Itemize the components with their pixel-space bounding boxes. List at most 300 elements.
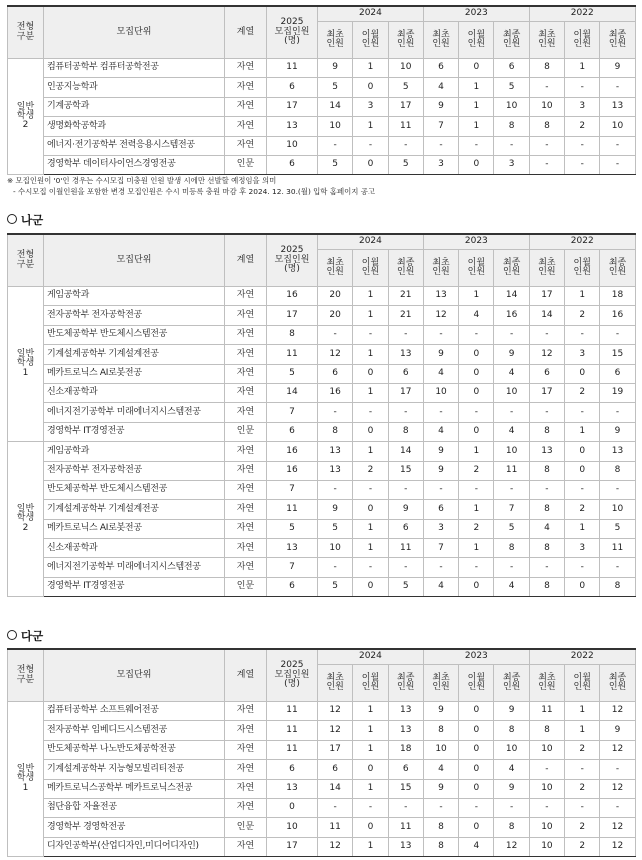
header-sub: 이월 인원	[565, 665, 600, 702]
value-cell: -	[494, 480, 529, 499]
value-cell: -	[529, 558, 564, 577]
value-cell: 13	[388, 837, 423, 856]
value-cell: 0	[459, 721, 494, 740]
value-cell: 12	[600, 837, 635, 856]
value-cell: 9	[423, 461, 458, 480]
value-cell: 0	[353, 78, 388, 97]
header-sub: 최종 인원	[388, 250, 423, 287]
value-cell: -	[423, 325, 458, 344]
value-cell: 10	[600, 117, 635, 136]
value-cell: 10	[529, 837, 564, 856]
value-cell: 0	[353, 364, 388, 383]
value-cell: 4	[529, 519, 564, 538]
value-cell: 10	[318, 117, 353, 136]
value-cell: 12	[318, 345, 353, 364]
value-cell: 18	[388, 740, 423, 759]
value-cell: 5	[388, 577, 423, 596]
value-cell: 11	[600, 539, 635, 558]
value-cell: 8	[529, 461, 564, 480]
header-sub: 최초 인원	[318, 665, 353, 702]
value-cell: 0	[353, 818, 388, 837]
header-sub: 이월 인원	[459, 250, 494, 287]
field-cell: 자연	[225, 702, 267, 721]
header-type: 전형 구분	[8, 234, 44, 287]
value-cell: 8	[423, 721, 458, 740]
value-cell: -	[388, 136, 423, 155]
value-cell: 20	[318, 287, 353, 306]
field-cell: 인문	[225, 155, 267, 174]
field-cell: 자연	[225, 403, 267, 422]
value-cell: 7	[267, 558, 318, 577]
unit-name-cell: 전자공학부 전자공학전공	[44, 306, 225, 325]
header-sub: 이월 인원	[353, 22, 388, 59]
value-cell: 17	[267, 306, 318, 325]
value-cell: 0	[353, 155, 388, 174]
unit-name-cell: 경영학부 IT경영전공	[44, 422, 225, 441]
value-cell: 1	[459, 539, 494, 558]
table-row	[8, 577, 636, 596]
header-sub: 최초 인원	[529, 250, 564, 287]
value-cell: -	[565, 558, 600, 577]
value-cell: 12	[600, 740, 635, 759]
value-cell: 1	[353, 117, 388, 136]
value-cell: 8	[529, 117, 564, 136]
value-cell: 13	[600, 442, 635, 461]
unit-name-cell: 에너지·전기공학부 전력응용시스템전공	[44, 136, 225, 155]
value-cell: 0	[353, 577, 388, 596]
value-cell: 9	[600, 59, 635, 78]
table-row	[8, 117, 636, 136]
field-cell: 자연	[225, 740, 267, 759]
value-cell: -	[600, 480, 635, 499]
value-cell: 0	[459, 577, 494, 596]
value-cell: -	[565, 403, 600, 422]
value-cell: -	[423, 798, 458, 817]
section-title-da: 다군	[7, 628, 43, 644]
value-cell: 17	[529, 287, 564, 306]
value-cell: 6	[494, 59, 529, 78]
value-cell: -	[459, 325, 494, 344]
value-cell: -	[529, 325, 564, 344]
value-cell: 7	[267, 480, 318, 499]
value-cell: 0	[459, 818, 494, 837]
value-cell: 0	[459, 345, 494, 364]
value-cell: 2	[565, 779, 600, 798]
value-cell: 7	[423, 117, 458, 136]
value-cell: 11	[529, 702, 564, 721]
value-cell: -	[318, 325, 353, 344]
header-sub: 최종 인원	[600, 665, 635, 702]
admission-type-cell: 일반 학생 2	[8, 442, 44, 597]
value-cell: 0	[565, 577, 600, 596]
value-cell: 8	[494, 721, 529, 740]
unit-name-cell: 컴퓨터공학부 소프트웨어전공	[44, 702, 225, 721]
value-cell: 4	[459, 306, 494, 325]
value-cell: -	[565, 480, 600, 499]
header-year: 2023	[423, 649, 529, 665]
value-cell: 11	[388, 117, 423, 136]
value-cell: -	[459, 136, 494, 155]
value-cell: 8	[388, 422, 423, 441]
value-cell: 5	[388, 78, 423, 97]
value-cell: 11	[267, 702, 318, 721]
value-cell: 8	[494, 818, 529, 837]
value-cell: 16	[267, 442, 318, 461]
value-cell: 10	[388, 59, 423, 78]
value-cell: 2	[565, 500, 600, 519]
value-cell: 14	[267, 383, 318, 402]
value-cell: 5	[318, 577, 353, 596]
value-cell: 12	[318, 702, 353, 721]
unit-name-cell: 메카트로닉스공학부 메카트로닉스전공	[44, 779, 225, 798]
field-cell: 자연	[225, 117, 267, 136]
value-cell: 12	[318, 721, 353, 740]
table-row	[8, 837, 636, 856]
value-cell: 1	[353, 59, 388, 78]
admission-table-na	[7, 233, 636, 597]
value-cell: 2	[565, 740, 600, 759]
unit-name-cell: 기계설계공학부 기계설계전공	[44, 345, 225, 364]
value-cell: -	[529, 136, 564, 155]
value-cell: -	[423, 480, 458, 499]
header-sub: 최종 인원	[388, 22, 423, 59]
header-sub: 최초 인원	[423, 250, 458, 287]
value-cell: 4	[423, 78, 458, 97]
header-type: 전형 구분	[8, 649, 44, 702]
value-cell: 17	[388, 383, 423, 402]
value-cell: 17	[318, 740, 353, 759]
value-cell: -	[494, 136, 529, 155]
value-cell: 6	[267, 422, 318, 441]
value-cell: 5	[318, 78, 353, 97]
value-cell: -	[494, 798, 529, 817]
value-cell: 21	[388, 287, 423, 306]
field-cell: 인문	[225, 422, 267, 441]
table-row	[8, 798, 636, 817]
table-row	[8, 500, 636, 519]
header-quota-2025: 2025 모집인원 (명)	[267, 649, 318, 702]
value-cell: -	[565, 325, 600, 344]
field-cell: 자연	[225, 345, 267, 364]
value-cell: 0	[459, 383, 494, 402]
value-cell: 4	[423, 364, 458, 383]
value-cell: 1	[459, 78, 494, 97]
header-sub: 이월 인원	[353, 665, 388, 702]
value-cell: 1	[353, 837, 388, 856]
value-cell: 6	[600, 364, 635, 383]
value-cell: 10	[494, 383, 529, 402]
value-cell: 1	[353, 740, 388, 759]
value-cell: 10	[529, 740, 564, 759]
circle-icon	[7, 630, 17, 640]
value-cell: 1	[565, 59, 600, 78]
value-cell: 1	[353, 519, 388, 538]
value-cell: -	[459, 558, 494, 577]
value-cell: -	[423, 403, 458, 422]
value-cell: -	[529, 480, 564, 499]
value-cell: -	[388, 403, 423, 422]
value-cell: -	[423, 558, 458, 577]
table-row	[8, 345, 636, 364]
value-cell: -	[565, 760, 600, 779]
value-cell: 4	[494, 364, 529, 383]
value-cell: -	[388, 558, 423, 577]
admission-table-ga	[7, 5, 636, 175]
value-cell: 9	[423, 442, 458, 461]
value-cell: 1	[353, 287, 388, 306]
field-cell: 자연	[225, 760, 267, 779]
value-cell: 6	[529, 364, 564, 383]
value-cell: 12	[600, 702, 635, 721]
header-sub: 이월 인원	[459, 22, 494, 59]
unit-name-cell: 반도체공학부 반도체시스템전공	[44, 480, 225, 499]
value-cell: 1	[353, 539, 388, 558]
field-cell: 자연	[225, 500, 267, 519]
value-cell: -	[459, 480, 494, 499]
value-cell: 3	[565, 539, 600, 558]
field-cell: 자연	[225, 798, 267, 817]
value-cell: 0	[459, 422, 494, 441]
value-cell: 4	[459, 837, 494, 856]
value-cell: -	[600, 798, 635, 817]
field-cell: 자연	[225, 59, 267, 78]
value-cell: 1	[353, 345, 388, 364]
value-cell: 16	[267, 461, 318, 480]
unit-name-cell: 에너지전기공학부 미래에너지시스템전공	[44, 403, 225, 422]
header-sub: 최종 인원	[494, 22, 529, 59]
value-cell: 12	[423, 306, 458, 325]
value-cell: -	[318, 480, 353, 499]
value-cell: 7	[423, 539, 458, 558]
value-cell: 12	[318, 837, 353, 856]
table-row	[8, 383, 636, 402]
value-cell: 4	[494, 422, 529, 441]
value-cell: -	[459, 403, 494, 422]
table-row	[8, 760, 636, 779]
field-cell: 자연	[225, 539, 267, 558]
value-cell: 12	[494, 837, 529, 856]
value-cell: 13	[388, 702, 423, 721]
value-cell: 12	[600, 779, 635, 798]
header-unit: 모집단위	[44, 234, 225, 287]
value-cell: 6	[318, 364, 353, 383]
value-cell: 10	[494, 442, 529, 461]
header-year: 2023	[423, 6, 529, 22]
value-cell: 11	[318, 818, 353, 837]
field-cell: 자연	[225, 461, 267, 480]
value-cell: 4	[423, 577, 458, 596]
table-row	[8, 403, 636, 422]
value-cell: 10	[529, 818, 564, 837]
table-row	[8, 779, 636, 798]
unit-name-cell: 에너지전기공학부 미래에너지시스템전공	[44, 558, 225, 577]
value-cell: 1	[459, 500, 494, 519]
value-cell: -	[529, 403, 564, 422]
value-cell: 13	[318, 461, 353, 480]
header-field: 계열	[225, 6, 267, 59]
value-cell: 1	[459, 442, 494, 461]
table-row	[8, 740, 636, 759]
unit-name-cell: 반도체공학부 나노반도체공학전공	[44, 740, 225, 759]
unit-name-cell: 경영학부 데이터사이언스경영전공	[44, 155, 225, 174]
header-year: 2024	[318, 6, 424, 22]
table-row	[8, 287, 636, 306]
value-cell: 7	[494, 500, 529, 519]
header-year: 2023	[423, 234, 529, 250]
value-cell: -	[388, 325, 423, 344]
value-cell: 8	[529, 422, 564, 441]
value-cell: 16	[267, 287, 318, 306]
value-cell: -	[565, 136, 600, 155]
admission-type-cell: 일반 학생 2	[8, 59, 44, 175]
value-cell: 5	[600, 519, 635, 538]
value-cell: 6	[318, 760, 353, 779]
value-cell: 14	[529, 306, 564, 325]
value-cell: -	[600, 78, 635, 97]
unit-name-cell: 기계설계공학부 기계설계전공	[44, 500, 225, 519]
value-cell: -	[565, 798, 600, 817]
value-cell: 4	[423, 760, 458, 779]
field-cell: 자연	[225, 480, 267, 499]
value-cell: 2	[565, 837, 600, 856]
table-row	[8, 539, 636, 558]
value-cell: 11	[267, 345, 318, 364]
value-cell: 9	[600, 422, 635, 441]
value-cell: 11	[267, 740, 318, 759]
value-cell: 3	[494, 155, 529, 174]
field-cell: 자연	[225, 325, 267, 344]
value-cell: 9	[600, 721, 635, 740]
value-cell: -	[600, 760, 635, 779]
table-row	[8, 136, 636, 155]
value-cell: 5	[494, 519, 529, 538]
value-cell: 5	[267, 364, 318, 383]
value-cell: 6	[388, 364, 423, 383]
value-cell: 0	[353, 500, 388, 519]
value-cell: 9	[423, 779, 458, 798]
table-row	[8, 461, 636, 480]
value-cell: 1	[565, 287, 600, 306]
value-cell: -	[318, 558, 353, 577]
value-cell: -	[600, 155, 635, 174]
table-row	[8, 155, 636, 174]
value-cell: -	[529, 155, 564, 174]
unit-name-cell: 기계공학과	[44, 97, 225, 116]
value-cell: 8	[529, 539, 564, 558]
value-cell: -	[353, 558, 388, 577]
value-cell: 10	[423, 383, 458, 402]
value-cell: 0	[459, 760, 494, 779]
value-cell: 1	[459, 117, 494, 136]
value-cell: 1	[353, 721, 388, 740]
value-cell: 11	[388, 818, 423, 837]
value-cell: 8	[423, 837, 458, 856]
notes	[7, 175, 375, 197]
value-cell: -	[353, 136, 388, 155]
field-cell: 자연	[225, 78, 267, 97]
value-cell: 13	[600, 97, 635, 116]
header-sub: 최종 인원	[600, 250, 635, 287]
value-cell: 8	[600, 577, 635, 596]
table-row	[8, 702, 636, 721]
admission-type-cell: 일반 학생 1	[8, 287, 44, 442]
value-cell: 1	[353, 779, 388, 798]
field-cell: 자연	[225, 287, 267, 306]
value-cell: 13	[267, 117, 318, 136]
header-sub: 최초 인원	[529, 22, 564, 59]
unit-name-cell: 전자공학부 임베디드시스템전공	[44, 721, 225, 740]
header-sub: 최초 인원	[529, 665, 564, 702]
table-row	[8, 818, 636, 837]
value-cell: -	[353, 403, 388, 422]
value-cell: 13	[423, 287, 458, 306]
value-cell: 20	[318, 306, 353, 325]
value-cell: 5	[388, 155, 423, 174]
field-cell: 자연	[225, 383, 267, 402]
value-cell: 14	[318, 97, 353, 116]
header-sub: 최종 인원	[388, 665, 423, 702]
value-cell: 6	[267, 155, 318, 174]
value-cell: 7	[267, 403, 318, 422]
value-cell: 8	[267, 325, 318, 344]
value-cell: 0	[565, 442, 600, 461]
value-cell: 10	[600, 500, 635, 519]
header-year: 2024	[318, 649, 424, 665]
header-quota-2025: 2025 모집인원 (명)	[267, 234, 318, 287]
value-cell: 10	[267, 818, 318, 837]
header-sub: 최종 인원	[494, 665, 529, 702]
value-cell: 5	[318, 155, 353, 174]
value-cell: 13	[318, 442, 353, 461]
value-cell: 8	[494, 117, 529, 136]
header-field: 계열	[225, 649, 267, 702]
field-cell: 자연	[225, 837, 267, 856]
value-cell: 9	[388, 500, 423, 519]
header-year: 2024	[318, 234, 424, 250]
table-row	[8, 442, 636, 461]
field-cell: 자연	[225, 721, 267, 740]
unit-name-cell: 반도체공학부 반도체시스템전공	[44, 325, 225, 344]
value-cell: 13	[388, 721, 423, 740]
value-cell: 2	[565, 383, 600, 402]
value-cell: 8	[423, 818, 458, 837]
value-cell: -	[353, 798, 388, 817]
value-cell: 14	[318, 779, 353, 798]
value-cell: 15	[388, 779, 423, 798]
value-cell: 17	[529, 383, 564, 402]
value-cell: 9	[318, 59, 353, 78]
value-cell: 9	[494, 702, 529, 721]
value-cell: 4	[494, 760, 529, 779]
value-cell: 5	[318, 519, 353, 538]
value-cell: 8	[529, 59, 564, 78]
value-cell: 0	[459, 155, 494, 174]
unit-name-cell: 게임공학과	[44, 442, 225, 461]
unit-name-cell: 경영학부 경영학전공	[44, 818, 225, 837]
value-cell: 5	[267, 519, 318, 538]
value-cell: -	[459, 798, 494, 817]
value-cell: 2	[459, 519, 494, 538]
value-cell: 9	[423, 97, 458, 116]
header-year: 2022	[529, 649, 635, 665]
value-cell: 3	[565, 97, 600, 116]
value-cell: -	[600, 136, 635, 155]
field-cell: 인문	[225, 818, 267, 837]
value-cell: 10	[494, 97, 529, 116]
value-cell: 8	[529, 500, 564, 519]
field-cell: 자연	[225, 519, 267, 538]
value-cell: 6	[388, 519, 423, 538]
